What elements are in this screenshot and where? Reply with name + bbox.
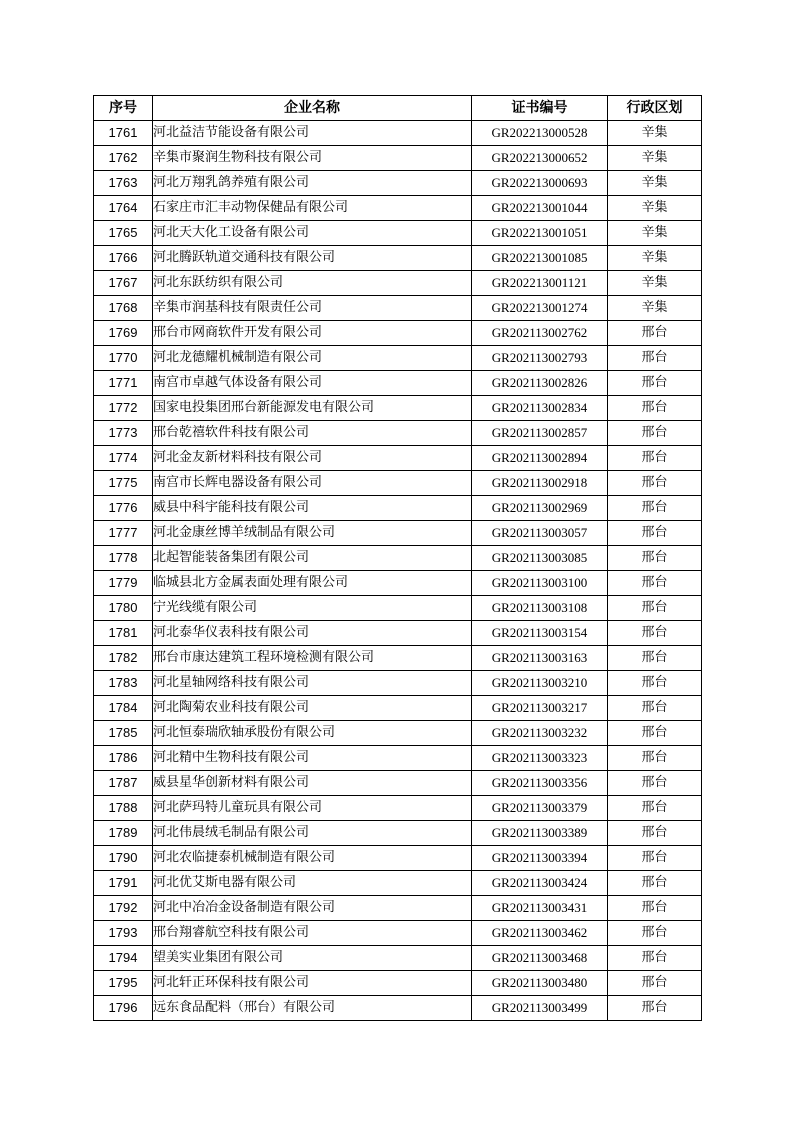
table-row [94, 621, 702, 646]
cell-administrative-region: 邢台 [608, 321, 702, 346]
table-row [94, 346, 702, 371]
cell-certificate-number: GR202113002793 [472, 346, 608, 371]
cell-administrative-region: 辛集 [608, 221, 702, 246]
cell-certificate-number: GR202113002834 [472, 396, 608, 421]
cell-serial-number: 1762 [94, 146, 153, 171]
table-row [94, 196, 702, 221]
cell-certificate-number: GR202113003356 [472, 771, 608, 796]
cell-administrative-region: 邢台 [608, 946, 702, 971]
cell-administrative-region: 邢台 [608, 371, 702, 396]
cell-administrative-region: 邢台 [608, 546, 702, 571]
cell-administrative-region: 辛集 [608, 146, 702, 171]
cell-administrative-region: 邢台 [608, 896, 702, 921]
cell-company-name: 河北优艾斯电器有限公司 [153, 871, 472, 896]
cell-company-name: 河北中冶冶金设备制造有限公司 [153, 896, 472, 921]
cell-serial-number: 1773 [94, 421, 153, 446]
table-row [94, 696, 702, 721]
cell-certificate-number: GR202213000693 [472, 171, 608, 196]
cell-certificate-number: GR202113003499 [472, 996, 608, 1021]
cell-certificate-number: GR202213001121 [472, 271, 608, 296]
table-row [94, 446, 702, 471]
cell-administrative-region: 辛集 [608, 271, 702, 296]
cell-company-name: 河北东跃纺织有限公司 [153, 271, 472, 296]
table-row [94, 746, 702, 771]
cell-serial-number: 1790 [94, 846, 153, 871]
cell-certificate-number: GR202113003100 [472, 571, 608, 596]
cell-certificate-number: GR202113002857 [472, 421, 608, 446]
cell-company-name: 辛集市聚润生物科技有限公司 [153, 146, 472, 171]
cell-administrative-region: 邢台 [608, 471, 702, 496]
cell-company-name: 河北金友新材料科技有限公司 [153, 446, 472, 471]
cell-administrative-region: 邢台 [608, 621, 702, 646]
cell-certificate-number: GR202113003462 [472, 921, 608, 946]
cell-certificate-number: GR202113003057 [472, 521, 608, 546]
cell-administrative-region: 邢台 [608, 521, 702, 546]
cell-serial-number: 1769 [94, 321, 153, 346]
cell-company-name: 邢台乾禧软件科技有限公司 [153, 421, 472, 446]
table-row [94, 646, 702, 671]
cell-serial-number: 1775 [94, 471, 153, 496]
cell-administrative-region: 邢台 [608, 396, 702, 421]
cell-company-name: 辛集市润基科技有限责任公司 [153, 296, 472, 321]
table-row [94, 896, 702, 921]
cell-serial-number: 1771 [94, 371, 153, 396]
cell-serial-number: 1781 [94, 621, 153, 646]
cell-company-name: 河北轩正环保科技有限公司 [153, 971, 472, 996]
cell-company-name: 河北万翔乳鸽养殖有限公司 [153, 171, 472, 196]
cell-company-name: 河北农临捷泰机械制造有限公司 [153, 846, 472, 871]
cell-serial-number: 1784 [94, 696, 153, 721]
cell-serial-number: 1774 [94, 446, 153, 471]
cell-administrative-region: 邢台 [608, 646, 702, 671]
cell-serial-number: 1764 [94, 196, 153, 221]
cell-administrative-region: 辛集 [608, 196, 702, 221]
cell-certificate-number: GR202213000528 [472, 121, 608, 146]
cell-serial-number: 1768 [94, 296, 153, 321]
table-row [94, 796, 702, 821]
cell-company-name: 河北金康丝博羊绒制品有限公司 [153, 521, 472, 546]
cell-certificate-number: GR202213000652 [472, 146, 608, 171]
cell-company-name: 河北伟晨绒毛制品有限公司 [153, 821, 472, 846]
cell-administrative-region: 辛集 [608, 296, 702, 321]
cell-certificate-number: GR202113003163 [472, 646, 608, 671]
table-row [94, 371, 702, 396]
cell-serial-number: 1789 [94, 821, 153, 846]
cell-serial-number: 1791 [94, 871, 153, 896]
table-row [94, 546, 702, 571]
cell-administrative-region: 邢台 [608, 846, 702, 871]
header-certificate-number: 证书编号 [472, 96, 608, 121]
cell-serial-number: 1766 [94, 246, 153, 271]
cell-serial-number: 1792 [94, 896, 153, 921]
cell-company-name: 国家电投集团邢台新能源发电有限公司 [153, 396, 472, 421]
table-row [94, 171, 702, 196]
header-serial-number: 序号 [94, 96, 153, 121]
cell-certificate-number: GR202113003232 [472, 721, 608, 746]
cell-company-name: 邢台市网商软件开发有限公司 [153, 321, 472, 346]
cell-certificate-number: GR202113002826 [472, 371, 608, 396]
cell-administrative-region: 邢台 [608, 446, 702, 471]
cell-serial-number: 1767 [94, 271, 153, 296]
table-row [94, 721, 702, 746]
table-row [94, 921, 702, 946]
cell-certificate-number: GR202113003431 [472, 896, 608, 921]
cell-company-name: 河北萨玛特儿童玩具有限公司 [153, 796, 472, 821]
cell-serial-number: 1776 [94, 496, 153, 521]
table-row [94, 821, 702, 846]
cell-certificate-number: GR202113003424 [472, 871, 608, 896]
table-row [94, 771, 702, 796]
cell-administrative-region: 邢台 [608, 746, 702, 771]
cell-certificate-number: GR202113003379 [472, 796, 608, 821]
cell-certificate-number: GR202113003480 [472, 971, 608, 996]
cell-administrative-region: 邢台 [608, 921, 702, 946]
table-row [94, 296, 702, 321]
cell-certificate-number: GR202113002918 [472, 471, 608, 496]
table-row [94, 846, 702, 871]
cell-certificate-number: GR202213001085 [472, 246, 608, 271]
cell-administrative-region: 邢台 [608, 821, 702, 846]
cell-company-name: 邢台翔睿航空科技有限公司 [153, 921, 472, 946]
cell-administrative-region: 邢台 [608, 871, 702, 896]
cell-serial-number: 1787 [94, 771, 153, 796]
table-row [94, 521, 702, 546]
cell-certificate-number: GR202113003210 [472, 671, 608, 696]
table-header-row [94, 96, 702, 121]
cell-company-name: 南宫市长辉电器设备有限公司 [153, 471, 472, 496]
cell-company-name: 邢台市康达建筑工程环境检测有限公司 [153, 646, 472, 671]
table-row [94, 396, 702, 421]
cell-company-name: 河北腾跃轨道交通科技有限公司 [153, 246, 472, 271]
cell-serial-number: 1786 [94, 746, 153, 771]
header-administrative-region: 行政区划 [608, 96, 702, 121]
table-row [94, 221, 702, 246]
cell-serial-number: 1780 [94, 596, 153, 621]
table-row [94, 146, 702, 171]
cell-administrative-region: 邢台 [608, 996, 702, 1021]
cell-administrative-region: 辛集 [608, 246, 702, 271]
cell-certificate-number: GR202113003085 [472, 546, 608, 571]
cell-administrative-region: 辛集 [608, 171, 702, 196]
table-body [94, 121, 702, 1021]
cell-company-name: 威县星华创新材料有限公司 [153, 771, 472, 796]
cell-serial-number: 1778 [94, 546, 153, 571]
cell-administrative-region: 邢台 [608, 346, 702, 371]
cell-company-name: 宁光线缆有限公司 [153, 596, 472, 621]
cell-serial-number: 1785 [94, 721, 153, 746]
table-row [94, 496, 702, 521]
cell-serial-number: 1777 [94, 521, 153, 546]
cell-serial-number: 1794 [94, 946, 153, 971]
cell-certificate-number: GR202113003154 [472, 621, 608, 646]
cell-company-name: 远东食品配料（邢台）有限公司 [153, 996, 472, 1021]
cell-certificate-number: GR202113003108 [472, 596, 608, 621]
cell-serial-number: 1765 [94, 221, 153, 246]
cell-administrative-region: 邢台 [608, 796, 702, 821]
cell-company-name: 临城县北方金属表面处理有限公司 [153, 571, 472, 596]
cell-company-name: 河北泰华仪表科技有限公司 [153, 621, 472, 646]
cell-administrative-region: 邢台 [608, 721, 702, 746]
cell-administrative-region: 邢台 [608, 421, 702, 446]
cell-company-name: 河北天大化工设备有限公司 [153, 221, 472, 246]
cell-company-name: 北起智能装备集团有限公司 [153, 546, 472, 571]
cell-certificate-number: GR202113002969 [472, 496, 608, 521]
cell-company-name: 河北恒泰瑞欣轴承股份有限公司 [153, 721, 472, 746]
cell-company-name: 石家庄市汇丰动物保健品有限公司 [153, 196, 472, 221]
cell-certificate-number: GR202113002762 [472, 321, 608, 346]
cell-certificate-number: GR202113002894 [472, 446, 608, 471]
cell-serial-number: 1763 [94, 171, 153, 196]
cell-company-name: 河北星轴网络科技有限公司 [153, 671, 472, 696]
cell-certificate-number: GR202113003323 [472, 746, 608, 771]
cell-certificate-number: GR202213001051 [472, 221, 608, 246]
cell-serial-number: 1772 [94, 396, 153, 421]
cell-company-name: 望美实业集团有限公司 [153, 946, 472, 971]
table-row [94, 121, 702, 146]
table-row [94, 871, 702, 896]
header-company-name: 企业名称 [153, 96, 472, 121]
table-row [94, 571, 702, 596]
cell-administrative-region: 邢台 [608, 571, 702, 596]
cell-serial-number: 1761 [94, 121, 153, 146]
cell-certificate-number: GR202113003468 [472, 946, 608, 971]
table-row [94, 971, 702, 996]
cell-serial-number: 1795 [94, 971, 153, 996]
cell-serial-number: 1783 [94, 671, 153, 696]
table-row [94, 246, 702, 271]
cell-certificate-number: GR202113003394 [472, 846, 608, 871]
table-row [94, 596, 702, 621]
cell-certificate-number: GR202113003389 [472, 821, 608, 846]
cell-administrative-region: 邢台 [608, 671, 702, 696]
cell-company-name: 南宫市卓越气体设备有限公司 [153, 371, 472, 396]
cell-serial-number: 1793 [94, 921, 153, 946]
table-row [94, 946, 702, 971]
enterprise-table [93, 95, 702, 1021]
table-row [94, 321, 702, 346]
table-row [94, 271, 702, 296]
table-row [94, 471, 702, 496]
cell-serial-number: 1796 [94, 996, 153, 1021]
cell-administrative-region: 邢台 [608, 771, 702, 796]
cell-company-name: 河北陶菊农业科技有限公司 [153, 696, 472, 721]
cell-certificate-number: GR202113003217 [472, 696, 608, 721]
table-row [94, 421, 702, 446]
cell-administrative-region: 邢台 [608, 596, 702, 621]
cell-administrative-region: 邢台 [608, 496, 702, 521]
cell-company-name: 河北龙德耀机械制造有限公司 [153, 346, 472, 371]
cell-administrative-region: 邢台 [608, 971, 702, 996]
cell-administrative-region: 辛集 [608, 121, 702, 146]
cell-administrative-region: 邢台 [608, 696, 702, 721]
cell-serial-number: 1770 [94, 346, 153, 371]
cell-serial-number: 1788 [94, 796, 153, 821]
cell-certificate-number: GR202213001044 [472, 196, 608, 221]
cell-company-name: 威县中科宇能科技有限公司 [153, 496, 472, 521]
cell-certificate-number: GR202213001274 [472, 296, 608, 321]
table-row [94, 671, 702, 696]
table-row [94, 996, 702, 1021]
cell-company-name: 河北益洁节能设备有限公司 [153, 121, 472, 146]
cell-serial-number: 1779 [94, 571, 153, 596]
cell-company-name: 河北精中生物科技有限公司 [153, 746, 472, 771]
cell-serial-number: 1782 [94, 646, 153, 671]
